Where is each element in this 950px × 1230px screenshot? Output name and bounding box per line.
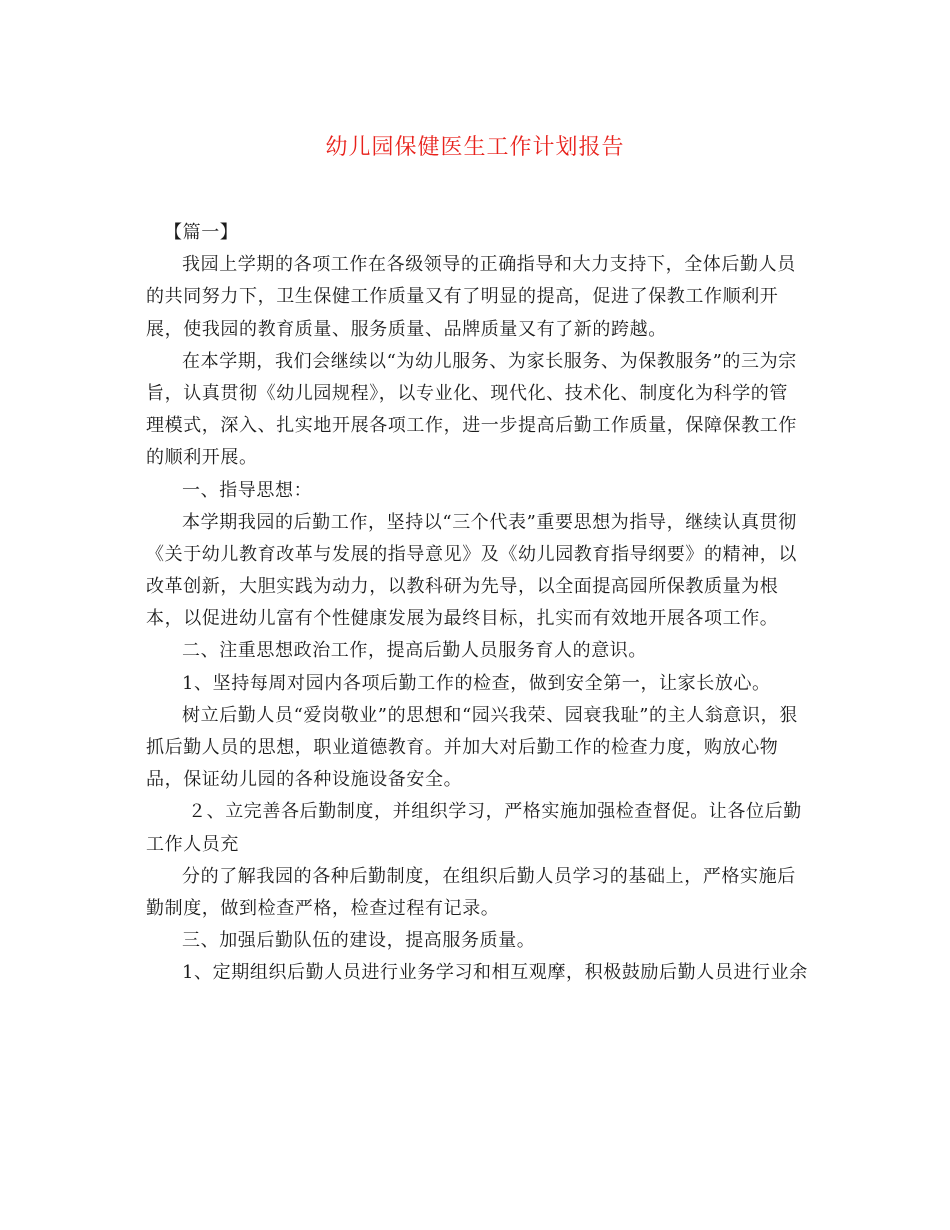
text-line: 【篇一】	[164, 222, 239, 243]
text-line: 三、加强后勤队伍的建设，提高服务质量。	[182, 930, 536, 952]
document-title: 幼儿园保健医生工作计划报告	[325, 135, 625, 160]
text-line: ２、立完善各后勤制度，并组织学习，严格实施加强检查督促。让各位后勤	[188, 801, 802, 823]
text-line: 1、定期组织后勤人员进行业务学习和相互观摩，积极鼓励后勤人员进行业余	[182, 962, 808, 984]
text-line: 的顺利开展。	[146, 447, 258, 469]
text-line: 树立后勤人员“爱岗敬业”的思想和“园兴我荣、园衰我耻”的主人翁意识，狠	[182, 704, 798, 726]
text-line: 我园上学期的各项工作在各级领导的正确指导和大力支持下，全体后勤人员	[182, 254, 796, 276]
text-line: 改革创新，大胆实践为动力，以教科研为先导，以全面提高园所保教质量为根	[146, 576, 779, 598]
text-line: 勤制度，做到检查严格，检查过程有记录。	[146, 897, 500, 919]
text-line: 抓后勤人员的思想，职业道德教育。并加大对后勤工作的检查力度，购放心物	[146, 737, 779, 758]
text-line: 展，使我园的教育质量、服务质量、品牌质量又有了新的跨越。	[146, 318, 667, 340]
text-line: 理模式，深入、扎实地开展各项工作，进一步提高后勤工作质量，保障保教工作	[146, 415, 797, 437]
text-line: 本学期我园的后勤工作，坚持以“三个代表”重要思想为指导，继续认真贯彻	[182, 511, 797, 533]
document-body	[146, 217, 806, 990]
text-line: 的共同努力下，卫生保健工作质量又有了明显的提高，促进了保教工作顺利开	[146, 286, 779, 308]
text-line: 旨，认真贯彻《幼儿园规程》，以专业化、现代化、技术化、制度化为科学的管	[146, 382, 788, 404]
text-line: 《关于幼儿教育改革与发展的指导意见》及《幼儿园教育指导纲要》的精神，以	[146, 543, 797, 565]
text-line: 分的了解我园的各种后勤制度，在组织后勤人员学习的基础上，严格实施后	[182, 865, 796, 887]
text-line: 在本学期，我们会继续以“为幼儿服务、为家长服务、为保教服务”的三为宗	[182, 350, 797, 372]
text-line: 本，以促进幼儿富有个性健康发展为最终目标，扎实而有效地开展各项工作。	[146, 608, 779, 630]
text-line: 二、注重思想政治工作，提高后勤人员服务育人的意识。	[182, 640, 647, 662]
text-line: 工作人员充	[146, 833, 239, 855]
text-line: 品，保证幼儿园的各种设施设备安全。	[146, 769, 463, 791]
text-line: 一、指导思想：	[182, 479, 313, 501]
text-line: 1、坚持每周对园内各项后勤工作的检查，做到安全第一，让家长放心。	[182, 672, 771, 694]
